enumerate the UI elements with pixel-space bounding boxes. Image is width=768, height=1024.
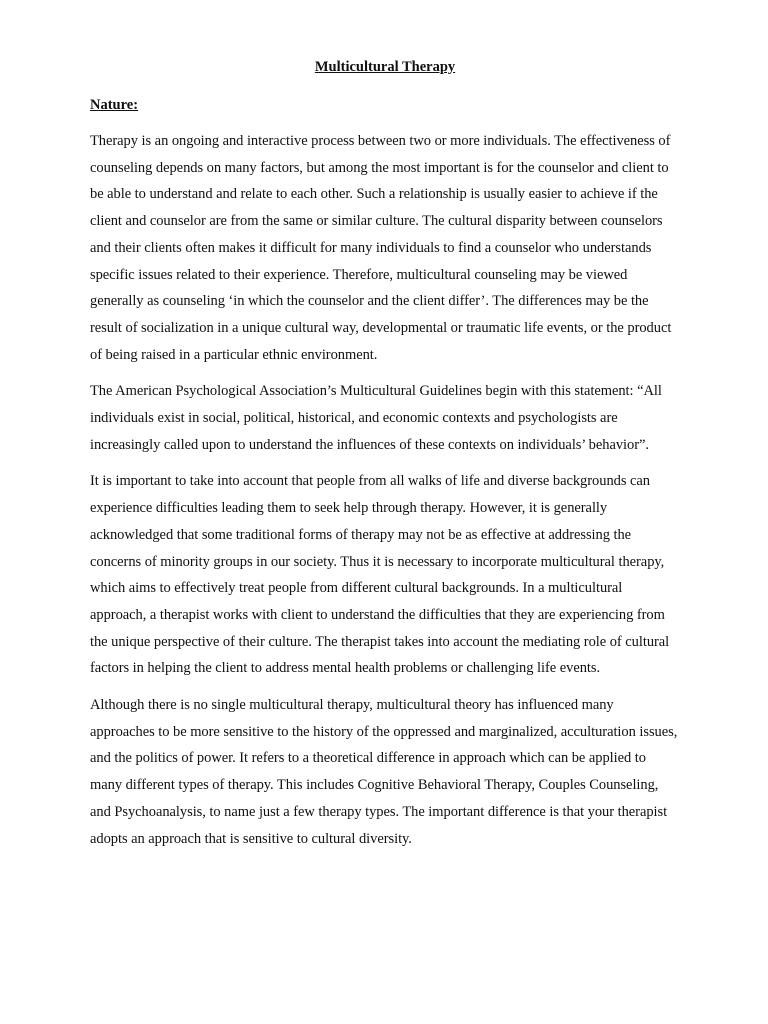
paragraph: Therapy is an ongoing and interactive process between two or more individuals. The effectiveness of counseling depends on many factors, but among the most important is for the counselor and client to be able to understand and relate to each other. Such a relationship is usually easier to achieve if the client and counselor are from the same or similar culture. The cultural disparity between counselors and their clients often makes it difficult for many individuals to find a counselor who understands specific issues related to their experience. Therefore, multicultural counseling may be viewed generally as counseling ‘in which the counselor and the client differ’. The differences may be the result of socialization in a unique cultural way, developmental or traumatic life events, or the product of being raised in a particular ethnic environment. <box>90 133 672 363</box>
paragraph: The American Psychological Association’s Multicultural Guidelines begin with this statement: “All individuals exist in social, political, historical, and economic contexts and psychologists are increasingly called upon to understand the influences of these contexts on individuals’ behavior”. <box>90 383 662 453</box>
paragraph: It is important to take into account that people from all walks of life and diverse backgrounds can experience difficulties leading them to seek help through therapy. However, it is generally acknowledged that some traditional forms of therapy may not be as effective at addressing the concerns of minority groups in our society. Thus it is necessary to incorporate multicultural therapy, which aims to effectively treat people from different cultural backgrounds. In a multicultural approach, a therapist works with client to understand the difficulties that they are experiencing from the unique perspective of their culture. The therapist takes into account the mediating role of cultural factors in helping the client to address mental health problems or challenging life events. <box>90 473 670 677</box>
document-title: Multicultural Therapy <box>314 59 456 75</box>
paragraph: Although there is no single multicultural therapy, multicultural theory has influenced many approaches to be more sensitive to the history of the oppressed and marginalized, acculturation issues, and the politics of power. It refers to a theoretical difference in approach which can be applied to many different types of therapy. This includes Cognitive Behavioral Therapy, Couples Counseling, and Psychoanalysis, to name just a few therapy types. The important difference is that your therapist adopts an approach that is sensitive to cultural diversity. <box>90 697 678 847</box>
document-page <box>90 56 680 862</box>
section-heading: Nature: <box>90 97 139 113</box>
